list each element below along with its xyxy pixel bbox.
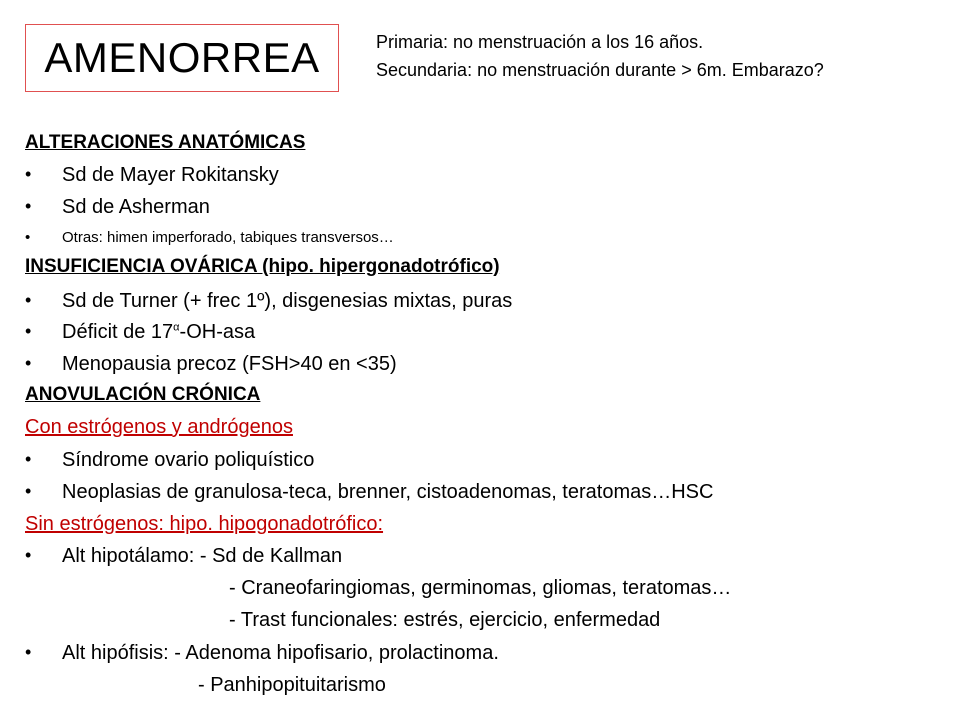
- continuation-line: - Trast funcionales: estrés, ejercicio, enfermedad: [229, 609, 661, 631]
- bullet-icon: •: [25, 449, 32, 469]
- list-item: [25, 449, 315, 472]
- list-item: [25, 353, 397, 376]
- bullet-icon: •: [25, 164, 32, 184]
- list-item: [25, 321, 256, 344]
- bullet-icon: •: [25, 642, 32, 662]
- heading-anovulacion: ANOVULACIÓN CRÓNICA: [25, 384, 261, 405]
- list-item: [25, 290, 513, 313]
- definition-primaria: Primaria: no menstruación a los 16 años.: [376, 32, 704, 52]
- list-item: [25, 229, 394, 246]
- item-text: Sd de Turner (+ frec 1º), disgenesias mixtas, puras: [62, 290, 513, 312]
- continuation-line: - Panhipopituitarismo: [198, 674, 386, 696]
- bullet-icon: •: [25, 481, 32, 501]
- item-text: Alt hipotálamo: - Sd de Kallman: [62, 545, 343, 567]
- bullet-icon: •: [25, 353, 32, 373]
- item-text: Neoplasias de granulosa-teca, brenner, cistoadenomas, teratomas…HSC: [62, 481, 714, 503]
- list-item: [25, 642, 499, 665]
- bullet-icon: •: [25, 229, 31, 246]
- item-text-post: -OH-asa: [179, 321, 256, 343]
- definition-secundaria: Secundaria: no menstruación durante > 6m. Embarazo?: [376, 60, 824, 80]
- bullet-icon: •: [25, 290, 32, 310]
- alpha-superscript: α: [173, 321, 180, 334]
- subheading-con-estrogenos: Con estrógenos y andrógenos: [25, 416, 293, 438]
- item-text: Sd de Asherman: [62, 196, 210, 218]
- subheading-sin-estrogenos: Sin estrógenos: hipo. hipogonadotrófico:: [25, 513, 384, 535]
- heading-ovarica: INSUFICIENCIA OVÁRICA (hipo. hipergonadotrófico): [25, 256, 500, 277]
- title-box: [25, 24, 339, 92]
- list-item: [25, 481, 714, 504]
- bullet-icon: •: [25, 321, 32, 341]
- item-text: Menopausia precoz (FSH>40 en <35): [62, 353, 397, 375]
- list-item: [25, 164, 279, 187]
- bullet-icon: •: [25, 545, 32, 565]
- item-text: Otras: himen imperforado, tabiques transversos…: [62, 229, 394, 246]
- heading-anatomicas: ALTERACIONES ANATÓMICAS: [25, 132, 306, 153]
- page-title: AMENORREA: [44, 34, 320, 81]
- item-text: Sd de Mayer Rokitansky: [62, 164, 279, 186]
- item-text: Síndrome ovario poliquístico: [62, 449, 315, 471]
- continuation-line: - Craneofaringiomas, germinomas, gliomas, teratomas…: [229, 577, 732, 599]
- bullet-icon: •: [25, 196, 32, 216]
- item-text-pre: Déficit de 17: [62, 321, 174, 343]
- list-item: [25, 196, 210, 219]
- item-text: Alt hipófisis: - Adenoma hipofisario, prolactinoma.: [62, 642, 499, 664]
- list-item: [25, 545, 343, 568]
